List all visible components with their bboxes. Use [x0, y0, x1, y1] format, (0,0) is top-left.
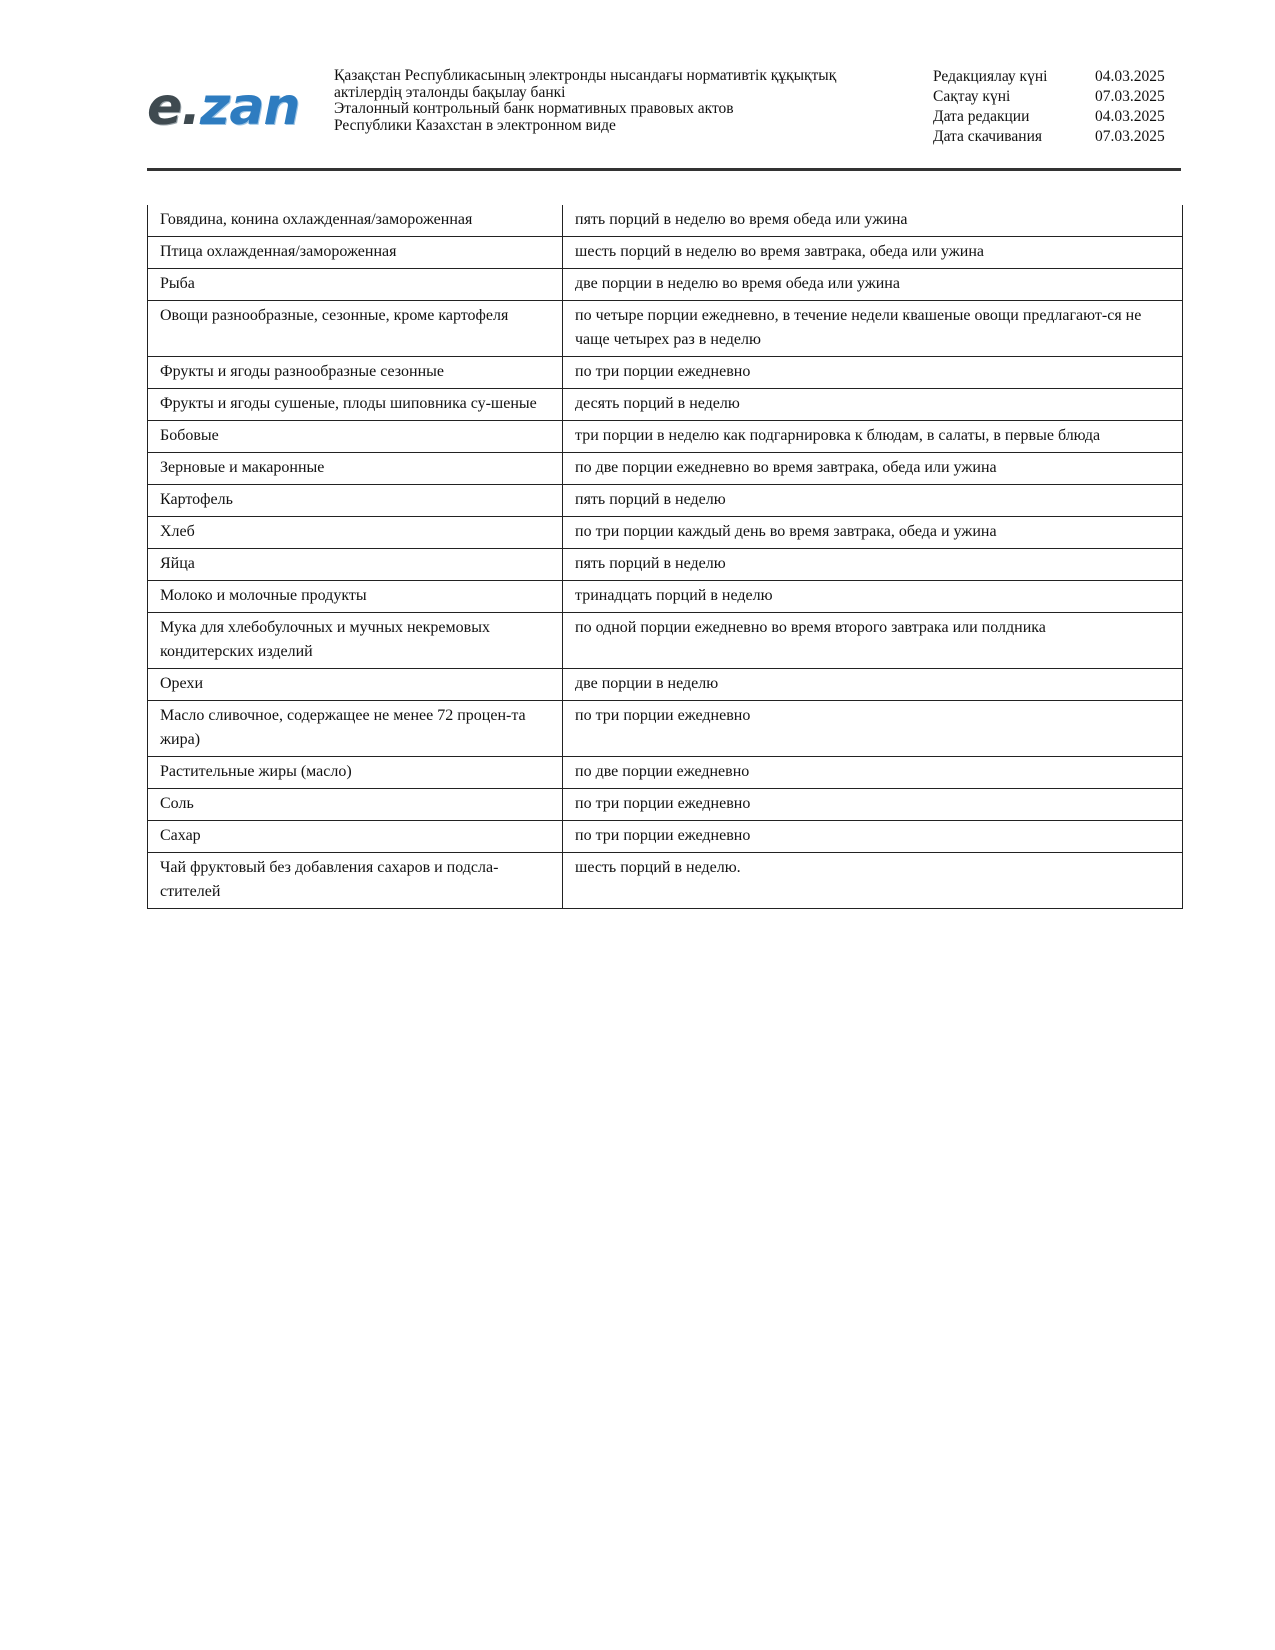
portion-cell: по одной порции ежедневно во время второго завтрака или полдника — [563, 613, 1183, 669]
product-cell: Молоко и молочные продукты — [148, 581, 563, 613]
product-cell: Мука для хлебобулочных и мучных некремовых кондитерских изделий — [148, 613, 563, 669]
header-title-line: актілердің эталонды бақылау банкі — [334, 83, 566, 101]
meta-label: Дата скачивания — [933, 128, 1043, 145]
table-row — [148, 357, 1183, 389]
table-row — [148, 581, 1183, 613]
table-row — [148, 549, 1183, 581]
product-cell: Сахар — [148, 821, 563, 853]
portion-cell: по три порции ежедневно — [563, 357, 1183, 389]
logo-e: e — [147, 77, 182, 137]
meta-value: 04.03.2025 — [1095, 108, 1165, 125]
meta-row-save-date-kz — [933, 87, 1181, 107]
portion-cell: по две порции ежедневно во время завтрака, обеда или ужина — [563, 453, 1183, 485]
table-row — [148, 517, 1183, 549]
table-row — [148, 821, 1183, 853]
portion-cell: пять порций в неделю во время обеда или ужина — [563, 205, 1183, 237]
portion-cell: десять порций в неделю — [563, 389, 1183, 421]
product-cell: Хлеб — [148, 517, 563, 549]
table-row — [148, 853, 1183, 909]
ezan-logo — [147, 77, 300, 137]
header-title-line: Республики Казахстан в электронном виде — [334, 116, 616, 134]
table-row — [148, 669, 1183, 701]
meta-value: 07.03.2025 — [1095, 128, 1165, 145]
product-cell: Бобовые — [148, 421, 563, 453]
product-cell: Орехи — [148, 669, 563, 701]
product-cell: Птица охлажденная/замороженная — [148, 237, 563, 269]
table-row — [148, 789, 1183, 821]
product-cell: Фрукты и ягоды сушеные, плоды шиповника су-шеные — [148, 389, 563, 421]
meta-row-download-date-ru — [933, 127, 1181, 147]
product-cell: Яйца — [148, 549, 563, 581]
portion-cell: по четыре порции ежедневно, в течение недели квашеные овощи предлагают-ся не чаще четырех раз в неделю — [563, 301, 1183, 357]
meta-label: Редакциялау күні — [933, 68, 1048, 85]
table-row — [148, 453, 1183, 485]
table-row — [148, 237, 1183, 269]
portion-cell: пять порций в неделю — [563, 549, 1183, 581]
portion-cell: по три порции каждый день во время завтрака, обеда и ужина — [563, 517, 1183, 549]
portion-table — [147, 205, 1183, 909]
portion-cell: по три порции ежедневно — [563, 789, 1183, 821]
portion-cell: две порции в неделю во время обеда или ужина — [563, 269, 1183, 301]
portion-cell: по две порции ежедневно — [563, 757, 1183, 789]
portion-cell: по три порции ежедневно — [563, 701, 1183, 757]
product-cell: Соль — [148, 789, 563, 821]
portion-cell: три порции в неделю как подгарнировка к блюдам, в салаты, в первые блюда — [563, 421, 1183, 453]
product-cell: Масло сливочное, содержащее не менее 72 процен-та жира) — [148, 701, 563, 757]
portion-cell: шесть порций в неделю во время завтрака, обеда или ужина — [563, 237, 1183, 269]
product-cell: Картофель — [148, 485, 563, 517]
product-cell: Овощи разнообразные, сезонные, кроме картофеля — [148, 301, 563, 357]
table-row — [148, 701, 1183, 757]
product-cell: Растительные жиры (масло) — [148, 757, 563, 789]
product-cell: Чай фруктовый без добавления сахаров и подсла-стителей — [148, 853, 563, 909]
meta-value: 04.03.2025 — [1095, 68, 1165, 85]
meta-label: Дата редакции — [933, 108, 1030, 125]
header-title-line: Қазақстан Республикасының электронды нысандағы нормативтік құқықтық — [334, 67, 837, 84]
product-cell: Рыба — [148, 269, 563, 301]
product-cell: Фрукты и ягоды разнообразные сезонные — [148, 357, 563, 389]
table-row — [148, 485, 1183, 517]
header-titles — [334, 68, 894, 134]
portion-cell: шесть порций в неделю. — [563, 853, 1183, 909]
portion-cell: пять порций в неделю — [563, 485, 1183, 517]
table-row — [148, 757, 1183, 789]
logo-zan: zan — [200, 77, 300, 137]
table-row — [148, 613, 1183, 669]
table-row — [148, 269, 1183, 301]
portion-cell: по три порции ежедневно — [563, 821, 1183, 853]
meta-row-edit-date-kz — [933, 67, 1181, 87]
table-row — [148, 301, 1183, 357]
header-title-line: Эталонный контрольный банк нормативных правовых актов — [334, 100, 734, 117]
document-header — [147, 64, 1181, 168]
product-cell: Зерновые и макаронные — [148, 453, 563, 485]
table-row — [148, 421, 1183, 453]
meta-value: 07.03.2025 — [1095, 88, 1165, 105]
portion-table-container — [147, 205, 1182, 909]
header-meta — [933, 67, 1181, 147]
portion-cell: тринадцать порций в неделю — [563, 581, 1183, 613]
header-divider — [147, 168, 1181, 171]
product-cell: Говядина, конина охлажденная/замороженная — [148, 205, 563, 237]
table-row — [148, 205, 1183, 237]
portion-cell: две порции в неделю — [563, 669, 1183, 701]
logo-dot: . — [181, 77, 201, 137]
meta-label: Сақтау күні — [933, 88, 1011, 105]
meta-row-edit-date-ru — [933, 107, 1181, 127]
table-row — [148, 389, 1183, 421]
